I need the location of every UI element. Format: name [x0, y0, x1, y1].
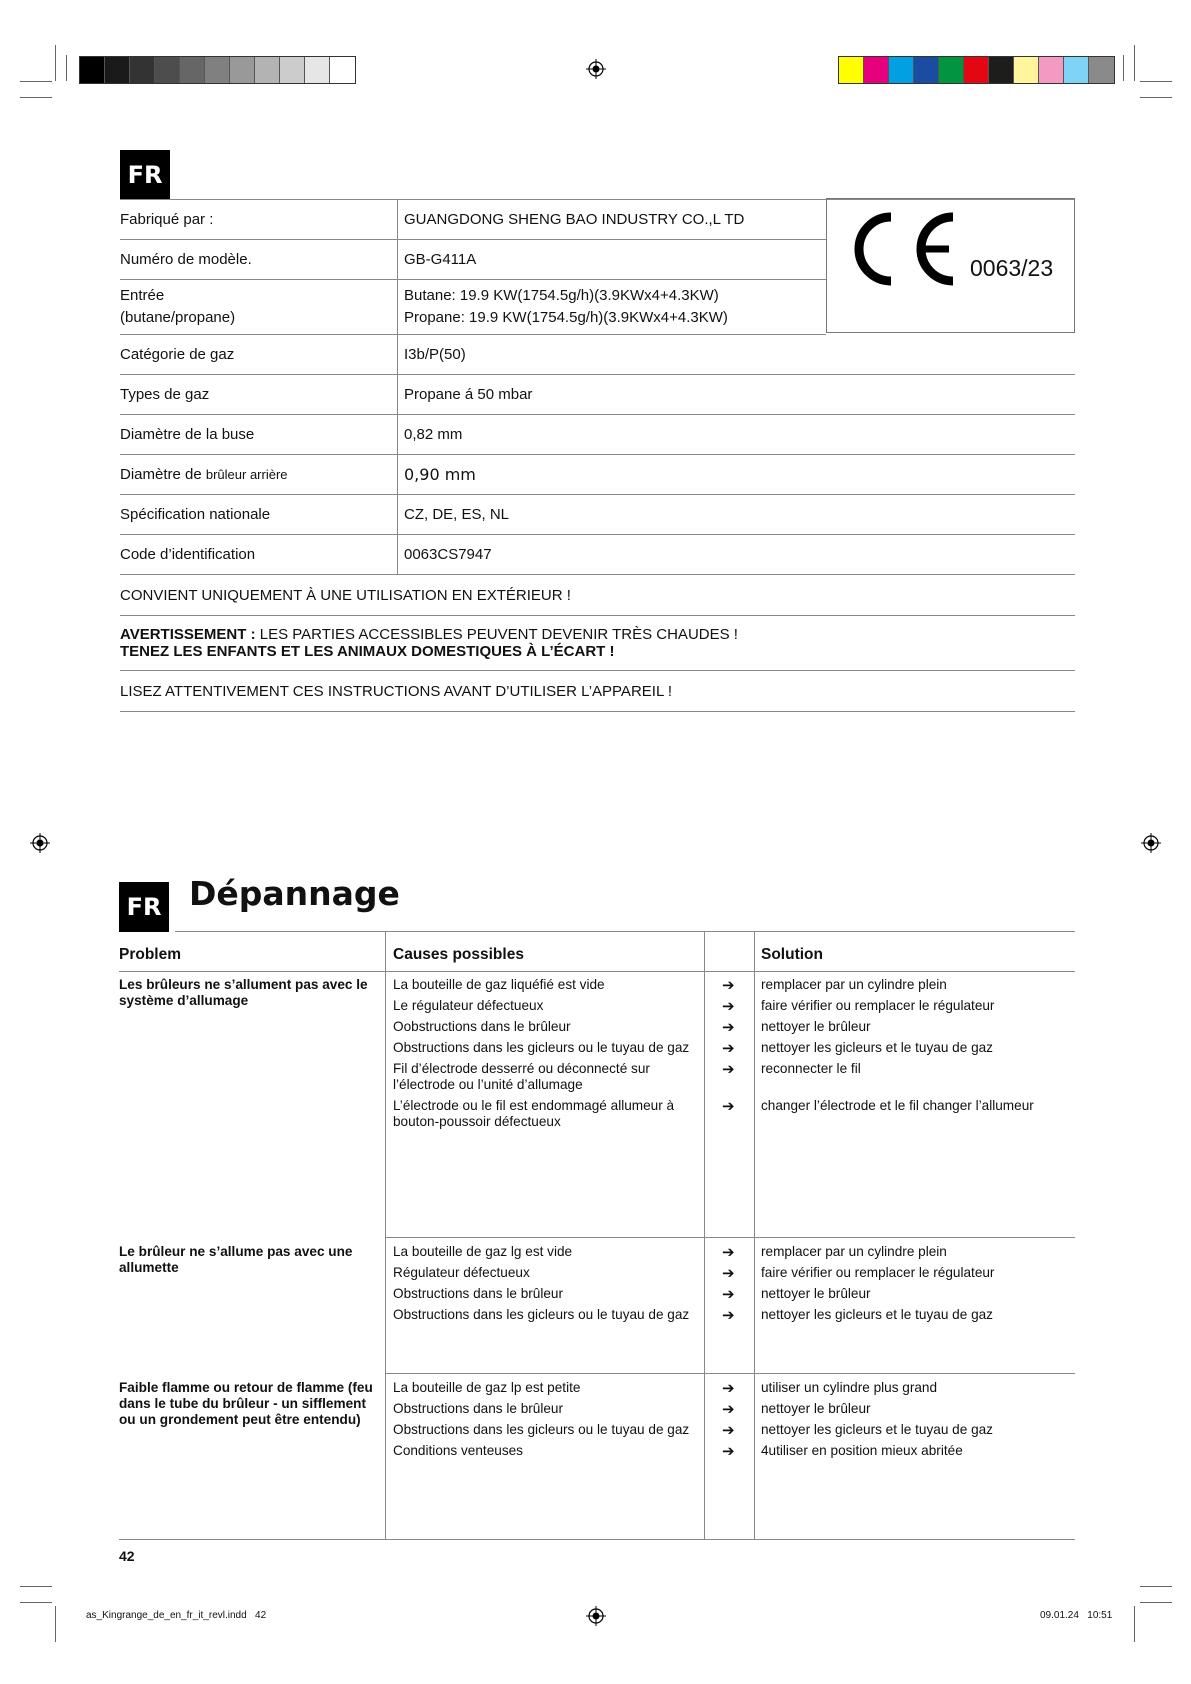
color-swatch	[989, 57, 1014, 83]
spec-value	[404, 280, 728, 334]
cause-item: Le régulateur défectueux	[393, 998, 544, 1013]
spec-label-small: brûleur arrière	[205, 466, 288, 482]
language-badge: FR	[119, 882, 169, 932]
color-swatch	[155, 57, 180, 83]
grayscale-color-bar	[79, 56, 356, 84]
ce-mark-box	[826, 198, 1075, 333]
header-solution: Solution	[761, 946, 823, 963]
color-swatch	[1064, 57, 1089, 83]
warning-line-1	[120, 626, 1075, 643]
spec-label	[120, 280, 398, 334]
spec-label-line: Entrée	[120, 287, 165, 304]
cause-item: La bouteille de gaz lg est vide	[393, 1244, 573, 1259]
solution-item: utiliser un cylindre plus grand	[761, 1380, 938, 1395]
spec-label: Catégorie de gaz	[120, 345, 235, 363]
solution-item: nettoyer le brûleur	[761, 1019, 871, 1034]
column-divider	[704, 931, 705, 1539]
color-swatch	[939, 57, 964, 83]
spec-value-line: Propane: 19.9 KW(1754.5g/h)(3.9KWx4+4.3KW)	[404, 309, 728, 326]
registration-mark-icon	[586, 1606, 606, 1626]
read-instructions-notice	[120, 671, 1075, 712]
crop-mark	[20, 81, 52, 82]
cause-item: Régulateur défectueux	[393, 1265, 530, 1280]
warning-line-2-text: TENEZ LES ENFANTS ET LES ANIMAUX DOMESTIQUES À L’ÉCART !	[120, 643, 615, 660]
language-badge: FR	[120, 150, 170, 199]
spec-label	[120, 455, 398, 494]
cause-item: Obstructions dans les gicleurs ou le tuyau de gaz	[393, 1422, 690, 1437]
color-swatch	[255, 57, 280, 83]
crop-mark	[1140, 1602, 1172, 1603]
solution-item: nettoyer le brûleur	[761, 1286, 871, 1301]
registration-mark-icon	[30, 833, 50, 853]
solution-item: faire vérifier ou remplacer le régulateur	[761, 1265, 995, 1280]
spec-value: GB-G411A	[404, 250, 477, 268]
spec-row-national-spec	[120, 495, 1075, 535]
cause-item: Obstructions dans le brûleur	[393, 1401, 564, 1416]
spec-row-gas-category	[120, 335, 1075, 375]
cause-item: Obstructions dans les gicleurs ou le tuyau de gaz	[393, 1307, 690, 1322]
outdoor-use-text: CONVIENT UNIQUEMENT À UNE UTILISATION EN EXTÉRIEUR !	[120, 586, 571, 604]
color-swatch	[914, 57, 939, 83]
crop-mark	[1140, 1586, 1172, 1587]
arrow-right-icon: ➔	[722, 1060, 735, 1078]
color-swatch	[230, 57, 255, 83]
crop-mark	[66, 55, 67, 81]
crop-mark	[55, 45, 56, 81]
cause-item: Oobstructions dans le brûleur	[393, 1019, 571, 1034]
color-swatch	[80, 57, 105, 83]
arrow-right-icon: ➔	[722, 1442, 735, 1460]
color-swatch	[864, 57, 889, 83]
color-swatch	[280, 57, 305, 83]
color-swatch	[105, 57, 130, 83]
crop-mark	[1134, 45, 1135, 81]
color-swatch	[205, 57, 230, 83]
header-problem: Problem	[119, 946, 182, 963]
color-swatch	[180, 57, 205, 83]
color-swatch	[964, 57, 989, 83]
solution-item: nettoyer les gicleurs et le tuyau de gaz	[761, 1307, 993, 1322]
solution-item: reconnecter le fil	[761, 1061, 861, 1076]
cause-item: Obstructions dans le brûleur	[393, 1286, 564, 1301]
color-swatch	[889, 57, 914, 83]
problem-cell: Faible flamme ou retour de flamme (feu dans le tube du brûleur - un sifflement ou un grondement peut être entendu)	[119, 1380, 373, 1427]
spec-value: 0,90 mm	[404, 464, 476, 484]
crop-mark	[20, 1602, 52, 1603]
spec-row-model	[120, 240, 826, 280]
crop-mark	[20, 97, 52, 98]
section-title: Dépannage	[189, 874, 400, 913]
color-swatch	[839, 57, 864, 83]
warning-label: AVERTISSEMENT :	[120, 626, 256, 643]
ce-notified-body-number: 0063/23	[970, 255, 1054, 281]
spec-value: 0063CS7947	[404, 545, 492, 563]
color-swatch	[305, 57, 330, 83]
spec-label-line: (butane/propane)	[120, 309, 236, 326]
problem-cell: Le brûleur ne s’allume pas avec une allumette	[119, 1244, 353, 1275]
spec-value: 0,82 mm	[404, 425, 463, 443]
crop-mark	[1134, 1606, 1135, 1642]
footer-timestamp: 09.01.24 10:51	[1040, 1610, 1113, 1621]
crop-mark	[1123, 55, 1124, 81]
color-swatch	[1039, 57, 1064, 83]
color-swatch	[330, 57, 355, 83]
spec-label: Spécification nationale	[120, 505, 271, 523]
process-color-bar	[838, 56, 1115, 84]
arrow-right-icon: ➔	[722, 976, 735, 994]
warning-text: LES PARTIES ACCESSIBLES PEUVENT DEVENIR TRÈS CHAUDES !	[255, 626, 738, 643]
warning-notice	[120, 616, 1075, 671]
outdoor-use-notice	[120, 575, 1075, 616]
arrow-right-icon: ➔	[722, 1400, 735, 1418]
color-swatch	[1014, 57, 1039, 83]
cause-item: L’électrode ou le fil est endommagé allumeur à bouton-poussoir défectueux	[393, 1098, 675, 1129]
cause-item: Fil d’électrode desserré ou déconnecté sur l’électrode ou l’unité d’allumage	[393, 1061, 650, 1092]
header-rule	[119, 971, 1075, 972]
table-top-rule	[175, 931, 1075, 932]
crop-mark	[1140, 81, 1172, 82]
arrow-right-icon: ➔	[722, 1306, 735, 1324]
spec-row-manufacturer	[120, 200, 826, 240]
page-number: 42	[119, 1548, 135, 1564]
read-instructions-text: LISEZ ATTENTIVEMENT CES INSTRUCTIONS AVANT D’UTILISER L’APPAREIL !	[120, 682, 673, 700]
arrow-right-icon: ➔	[722, 1097, 735, 1115]
arrow-right-icon: ➔	[722, 997, 735, 1015]
cause-item: La bouteille de gaz liquéfié est vide	[393, 977, 605, 992]
spec-row-input	[120, 280, 826, 335]
spec-label: Types de gaz	[120, 385, 210, 403]
column-divider	[385, 931, 386, 1539]
crop-mark	[1140, 97, 1172, 98]
color-swatch	[130, 57, 155, 83]
registration-mark-icon	[586, 59, 606, 79]
spec-row-identification-code	[120, 535, 1075, 575]
spec-value-line: Butane: 19.9 KW(1754.5g/h)(3.9KWx4+4.3KW)	[404, 287, 719, 304]
solution-item: nettoyer les gicleurs et le tuyau de gaz	[761, 1040, 993, 1055]
arrow-right-icon: ➔	[722, 1421, 735, 1439]
problem-cell: Les brûleurs ne s’allument pas avec le système d’allumage	[119, 977, 368, 1008]
header-causes: Causes possibles	[393, 946, 524, 963]
table-bottom-rule	[119, 1539, 1075, 1540]
crop-mark	[55, 1606, 56, 1642]
spec-row-gas-types	[120, 375, 1075, 415]
ce-mark-icon	[853, 211, 963, 287]
footer-file-name: as_Kingrange_de_en_fr_it_revl.indd 42	[86, 1610, 267, 1621]
spec-row-rear-burner-diameter	[120, 455, 1075, 495]
spec-row-nozzle-diameter	[120, 415, 1075, 455]
arrow-right-icon: ➔	[722, 1039, 735, 1057]
spec-value: Propane á 50 mbar	[404, 385, 533, 403]
arrow-right-icon: ➔	[722, 1379, 735, 1397]
column-divider	[754, 931, 755, 1539]
spec-value: GUANGDONG SHENG BAO INDUSTRY CO.,L TD	[404, 210, 745, 228]
crop-mark	[20, 1586, 52, 1587]
arrow-right-icon: ➔	[722, 1285, 735, 1303]
arrow-right-icon: ➔	[722, 1018, 735, 1036]
cause-item: La bouteille de gaz lp est petite	[393, 1380, 581, 1395]
arrow-right-icon: ➔	[722, 1243, 735, 1261]
color-swatch	[1089, 57, 1114, 83]
spec-label: Diamètre de la buse	[120, 425, 255, 443]
spec-value: I3b/P(50)	[404, 345, 466, 363]
solution-item: remplacer par un cylindre plein	[761, 1244, 947, 1259]
cause-item: Obstructions dans les gicleurs ou le tuyau de gaz	[393, 1040, 690, 1055]
solution-item: nettoyer le brûleur	[761, 1401, 871, 1416]
solution-item: changer l’électrode et le fil changer l’allumeur	[761, 1098, 1034, 1113]
solution-item: nettoyer les gicleurs et le tuyau de gaz	[761, 1422, 993, 1437]
solution-item: 4utiliser en position mieux abritée	[761, 1443, 963, 1458]
spec-label: Numéro de modèle.	[120, 250, 252, 268]
group-rule	[385, 1373, 1075, 1374]
spec-value: CZ, DE, ES, NL	[404, 505, 510, 523]
spec-label: Fabriqué par :	[120, 210, 214, 228]
spec-column-divider	[397, 200, 398, 574]
group-rule	[385, 1237, 1075, 1238]
spec-label-main: Diamètre de	[120, 465, 206, 483]
registration-mark-icon	[1141, 833, 1161, 853]
warning-line-2	[120, 643, 1075, 660]
cause-item: Conditions venteuses	[393, 1443, 523, 1458]
solution-item: remplacer par un cylindre plein	[761, 977, 947, 992]
arrow-right-icon: ➔	[722, 1264, 735, 1282]
spec-label: Code d’identification	[120, 545, 256, 563]
solution-item: faire vérifier ou remplacer le régulateur	[761, 998, 995, 1013]
